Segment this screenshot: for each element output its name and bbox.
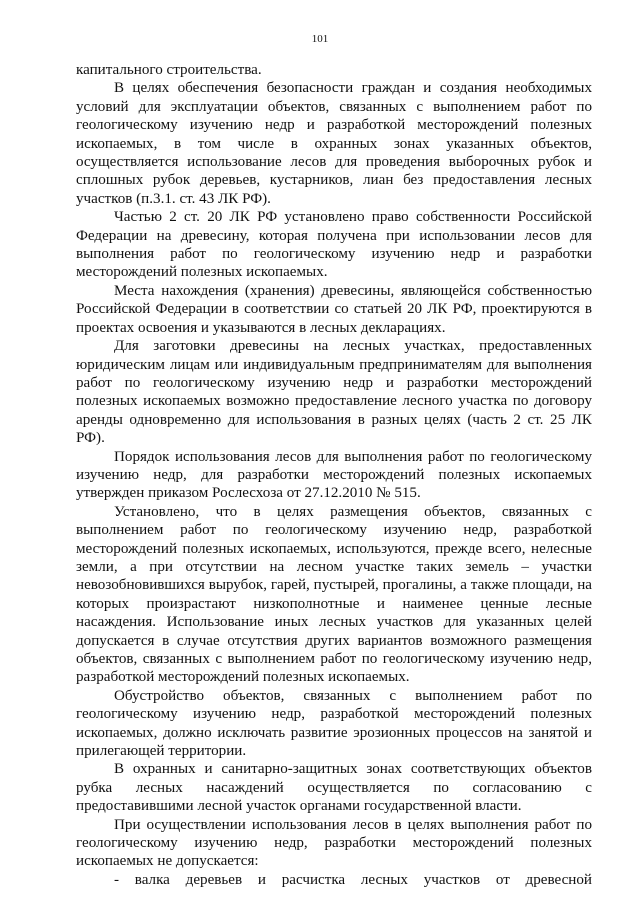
paragraph: Места нахождения (хранения) древесины, являющейся собственностью Российской Федерации в соответствии со статьей 20 ЛК РФ, проектируются в проектах освоения и указываются в лесных декларациях.	[76, 282, 592, 336]
paragraph: В охранных и санитарно-защитных зонах соответствующих объектов рубка лесных насаждений осуществляется по согласованию с предоставившими лесной участок органами государственной власти.	[76, 761, 592, 815]
paragraph: Для заготовки древесины на лесных участках, предоставленных юридическим лицам или индивидуальным предпринимателям для выполнения работ по геологическому изучению недр и разработки месторождений полезных ископаемых возможно предоставление лесного участка по договору аренды одновременно для использования в разных целях (часть 2 ст. 25 ЛК РФ).	[76, 338, 592, 447]
list-item: - валка деревьев и расчистка лесных участков от древесной	[114, 871, 592, 888]
paragraph: Обустройство объектов, связанных с выполнением работ по геологическому изучению недр, разработкой месторождений полезных ископаемых, должно исключать развитие эрозионных процессов на занятой и прилегающей территории.	[76, 687, 592, 760]
paragraph: Частью 2 ст. 20 ЛК РФ установлено право собственности Российской Федерации на древесину, которая получена при использовании лесов для выполнения работ по геологическому изучению недр и разработки месторождений полезных ископаемых.	[76, 209, 592, 281]
paragraph: Установлено, что в целях размещения объектов, связанных с выполнением работ по геологическому изучению недр, разработкой месторождений полезных ископаемых, используются, прежде всего, нелесные земли, а при отсутствии на лесном участке таких земель – участки невозобновившихся вырубок, гарей, пустырей, прогалины, а также площади, на которых произрастают низкополнотные и наименее ценные лесные насаждения. Использование иных лесных участков для указанных целей допускается в случае отсутствия других вариантов возможного размещения объектов, связанных с выполнением работ по геологическому изучению недр, разработкой месторождений полезных ископаемых.	[76, 503, 592, 686]
page-number: 101	[311, 33, 329, 45]
paragraph: Порядок использования лесов для выполнения работ по геологическому изучению недр, для разработки месторождений полезных ископаемых утвержден приказом Рослесхоза от 27.12.2010 № 515.	[76, 448, 592, 502]
document-body	[76, 61, 592, 889]
paragraph: В целях обеспечения безопасности граждан и создания необходимых условий для эксплуатации объектов, связанных с выполнением работ по геологическому изучению недр и разработкой месторождений полезных ископаемых, в том числе в охранных зонах указанных объектов, осуществляется использование лесов для проведения выборочных рубок и сплошных рубок деревьев, кустарников, лиан без предоставления лесных участков (п.3.1. ст. 43 ЛК РФ).	[76, 80, 592, 207]
paragraph: капитального строительства.	[76, 62, 262, 78]
paragraph: При осуществлении использования лесов в целях выполнения работ по геологическому изучению недр, разработки месторождений полезных ископаемых не допускается:	[76, 816, 592, 870]
